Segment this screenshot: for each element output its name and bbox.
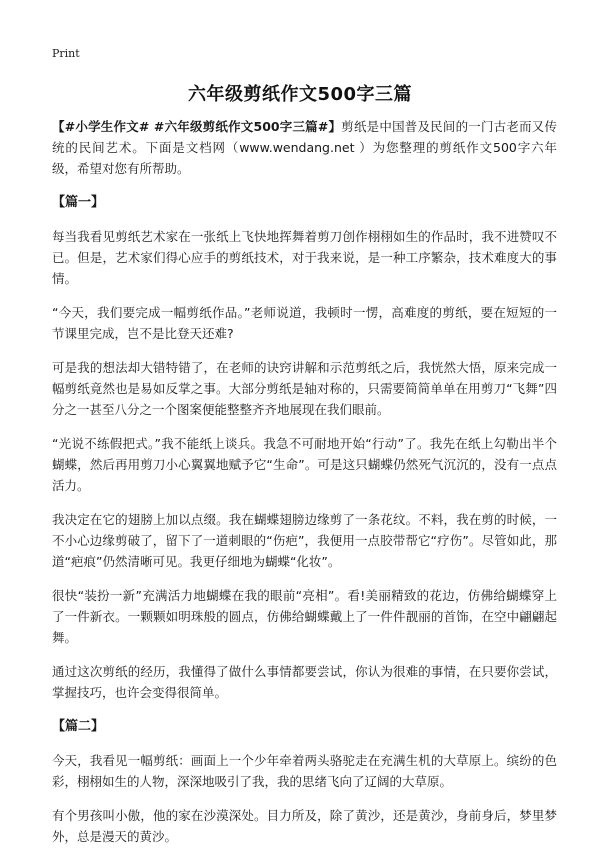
section-1-paragraph: “光说不练假把式。”我不能纸上谈兵。我急不可耐地开始“行动”了。我先在纸上勾勒出半个蝴蝶，然后再用剪刀小心翼翼地赋予它“生命”。可是这只蝴蝶仍然死气沉沉的，没有一点点活力。 xyxy=(52,436,557,493)
document-title: 六年级剪纸作文500字三篇 xyxy=(187,84,413,105)
section-heading-2: 【篇二】 xyxy=(52,719,105,734)
print-label: Print xyxy=(52,47,80,60)
intro-tags: 【#小学生作文# #六年级剪纸作文500字三篇#】 xyxy=(52,119,342,134)
section-heading-1: 【篇一】 xyxy=(52,195,105,210)
section-1-paragraph: 很快“装扮一新”充满活力地蝴蝶在我的眼前“亮相”。看!美丽精致的花边，仿佛给蝴蝶穿上了一件新衣。一颗颗如明珠般的圆点，仿佛给蝴蝶戴上了一件件靓丽的首饰，在空中翩翩起舞。 xyxy=(52,588,557,645)
section-2-paragraph: 今天，我看见一幅剪纸：画面上一个少年牵着两头骆驼走在充满生机的大草原上。缤纷的色彩，栩栩如生的人物，深深地吸引了我，我的思绪飞向了辽阔的大草原。 xyxy=(52,753,557,789)
section-2-paragraph: 有个男孩叫小傲，他的家在沙漠深处。目力所及，除了黄沙，还是黄沙，身前身后，梦里梦外，总是漫天的黄沙。 xyxy=(52,808,557,844)
intro-paragraph xyxy=(52,116,557,179)
section-1-paragraph: 通过这次剪纸的经历，我懂得了做什么事情都要尝试，你认为很难的事情，在只要你尝试，掌握技巧，也许会变得很简单。 xyxy=(52,664,557,700)
section-1-paragraph: 可是我的想法却大错特错了，在老师的诀窍讲解和示范剪纸之后，我恍然大悟，原来完成一幅剪纸竟然也是易如反掌之事。大部分剪纸是轴对称的，只需要简简单单在用剪刀“飞舞”四分之一甚至八分之一个图案便能整整齐齐地展现在我们眼前。 xyxy=(52,360,557,417)
document-body xyxy=(52,116,557,860)
intro-text: 剪纸是中国普及民间的一门古老而又传统的民间艺术。下面是文档网（www.wendang.net ）为您整理的剪纸作文500字六年级，希望对您有所帮助。 xyxy=(52,119,557,176)
section-1-paragraph: 每当我看见剪纸艺术家在一张纸上飞快地挥舞着剪刀创作栩栩如生的作品时，我不进赞叹不已。但是，艺术家们得心应手的剪纸技术，对于我来说，是一种工序繁杂，技术难度大的事情。 xyxy=(52,229,557,286)
section-1-paragraph: “今天，我们要完成一幅剪纸作品。”老师说道，我顿时一愣，高难度的剪纸，要在短短的一节课里完成，岂不是比登天还难? xyxy=(52,305,557,341)
section-1-paragraph: 我决定在它的翅膀上加以点缀。我在蝴蝶翅膀边缘剪了一条花纹。不料，我在剪的时候，一不小心边缘剪破了，留下了一道刺眼的“伤疤”，我便用一点胶带帮它“疗伤”。尽管如此，那道“疤痕”仍然清晰可见。我更仔细地为蝴蝶“化妆”。 xyxy=(52,512,557,569)
